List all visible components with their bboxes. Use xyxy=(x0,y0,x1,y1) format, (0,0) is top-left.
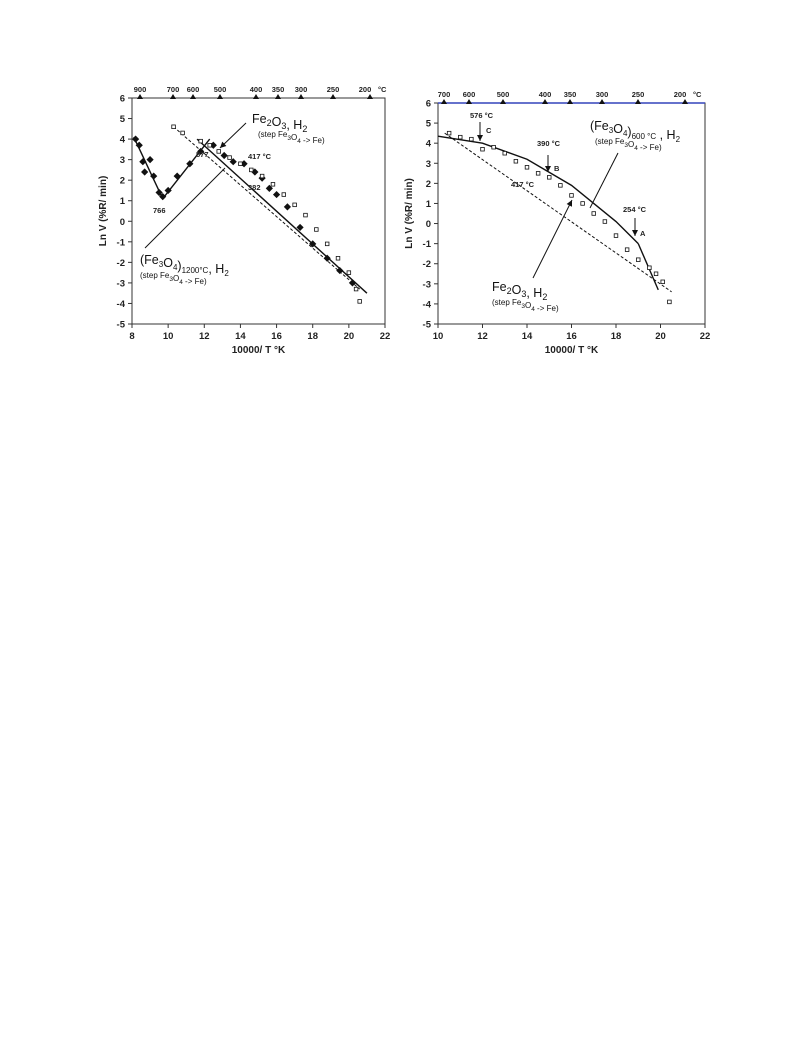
data-point-square xyxy=(614,234,618,238)
data-point-diamond xyxy=(139,158,146,165)
y-tick-label: 0 xyxy=(119,216,125,228)
top-axis-label: 700 xyxy=(166,85,180,94)
x-tick-label: 10 xyxy=(162,331,174,342)
top-axis-label: 400 xyxy=(249,85,263,94)
data-point-square xyxy=(315,228,319,232)
data-point-square xyxy=(559,184,563,188)
data-point-square xyxy=(525,165,529,169)
label-417: 417 °C xyxy=(248,152,272,161)
label-766: 766 xyxy=(153,206,166,215)
x-tick-label: 16 xyxy=(566,331,577,342)
fit-line-solid xyxy=(438,136,638,243)
data-point-square xyxy=(654,272,658,276)
data-point-square xyxy=(648,266,652,270)
top-axis-marker xyxy=(441,99,447,104)
top-axis-label: 250 xyxy=(326,85,340,94)
y-tick-label: -1 xyxy=(116,237,125,249)
data-point-square xyxy=(536,172,540,176)
data-point-square xyxy=(581,202,585,206)
y-tick-label: 3 xyxy=(425,158,431,170)
top-axis-marker xyxy=(635,99,641,104)
top-axis-label: 500 xyxy=(213,85,227,94)
top-axis-label: 700 xyxy=(437,90,451,99)
label-417: 417 °C xyxy=(511,180,535,189)
top-axis-marker xyxy=(367,94,373,99)
fe3o4-1200-label: $(Fe_3O_4)_{1200^\circ C}$, $H_2$ xyxy=(140,253,229,278)
top-axis-marker xyxy=(599,99,605,104)
data-point-square xyxy=(293,203,297,207)
label-254: 254 °C xyxy=(623,205,647,214)
x-tick-label: 8 xyxy=(129,331,135,342)
top-axis-label: 350 xyxy=(271,85,285,94)
fe2o3-label: $Fe_2O_3$, $H_2$ xyxy=(492,280,548,302)
y-tick-label: -1 xyxy=(422,239,431,251)
y-tick-label: 4 xyxy=(119,134,125,146)
data-point-square xyxy=(304,213,308,217)
top-axis-unit: °C xyxy=(378,85,387,94)
y-tick-label: -3 xyxy=(116,278,125,290)
y-tick-label: -5 xyxy=(422,319,431,331)
data-point-square xyxy=(447,131,451,135)
top-axis-unit: °C xyxy=(693,90,702,99)
top-axis-label: 300 xyxy=(294,85,308,94)
top-axis-marker xyxy=(137,94,143,99)
x-axis-title: 10000/ T °K xyxy=(544,345,599,356)
y-tick-label: -4 xyxy=(116,298,125,310)
data-point-square xyxy=(603,220,607,224)
top-axis-label: 250 xyxy=(631,90,645,99)
data-point-square xyxy=(661,280,665,284)
y-tick-label: 4 xyxy=(425,138,431,150)
data-point-square xyxy=(458,135,462,139)
top-axis-label: 200 xyxy=(358,85,372,94)
data-point-diamond xyxy=(336,267,343,274)
top-axis-marker xyxy=(500,99,506,104)
x-tick-label: 18 xyxy=(610,331,622,342)
label-B: B xyxy=(554,164,560,173)
left-chart xyxy=(98,85,390,356)
top-axis-label: 900 xyxy=(133,85,147,94)
top-axis-marker xyxy=(298,94,304,99)
y-tick-label: -3 xyxy=(422,279,431,291)
data-point-square xyxy=(347,271,351,275)
top-axis-marker xyxy=(170,94,176,99)
x-tick-label: 18 xyxy=(307,331,319,342)
x-tick-label: 10 xyxy=(432,331,444,342)
y-tick-label: 1 xyxy=(119,196,125,208)
data-point-diamond xyxy=(273,191,280,198)
data-point-square xyxy=(217,150,221,154)
label-A: A xyxy=(640,229,646,238)
data-point-square xyxy=(271,182,275,186)
data-point-square xyxy=(208,143,212,147)
x-tick-label: 20 xyxy=(655,331,666,342)
data-point-square xyxy=(636,258,640,262)
y-tick-label: 5 xyxy=(119,114,125,126)
y-tick-label: 5 xyxy=(425,118,431,130)
data-point-square xyxy=(668,300,672,304)
top-axis-label: 500 xyxy=(496,90,510,99)
data-point-square xyxy=(239,162,243,166)
data-point-square xyxy=(260,174,264,178)
y-axis-title: Ln V (%R/ min) xyxy=(404,178,415,249)
data-point-square xyxy=(481,147,485,151)
data-point-square xyxy=(514,159,518,163)
arrow-fe3o4 xyxy=(590,153,618,208)
step-label-bottom: (step $Fe_3O_4 -> Fe$) xyxy=(492,298,559,313)
label-382: 382 xyxy=(248,183,261,192)
top-axis-marker xyxy=(275,94,281,99)
top-axis-label: 600 xyxy=(462,90,476,99)
top-axis-marker xyxy=(253,94,259,99)
data-point-square xyxy=(503,151,507,155)
fe3o4-600-label: $(Fe_3O_4)_{600 ^\circ C}$ , $H_2$ xyxy=(590,119,681,144)
y-tick-label: -5 xyxy=(116,319,125,331)
top-axis-label: 300 xyxy=(595,90,609,99)
data-point-square xyxy=(172,125,176,129)
x-tick-label: 16 xyxy=(271,331,282,342)
top-axis-label: 600 xyxy=(186,85,200,94)
data-point-square xyxy=(547,176,551,180)
y-tick-label: -4 xyxy=(422,299,431,311)
label-576: 576 °C xyxy=(470,111,494,120)
y-tick-label: 6 xyxy=(119,93,125,105)
y-axis-title: Ln V (%R/ min) xyxy=(98,175,109,247)
y-tick-label: 0 xyxy=(425,219,431,231)
x-tick-label: 22 xyxy=(699,331,711,342)
data-point-diamond xyxy=(284,203,291,210)
top-axis-marker xyxy=(567,99,573,104)
data-point-square xyxy=(249,168,253,172)
data-point-square xyxy=(470,137,474,141)
arrow-fe2o3 xyxy=(533,200,572,278)
label-390: 390 °C xyxy=(537,139,561,148)
top-axis-label: 400 xyxy=(538,90,552,99)
y-tick-label: 1 xyxy=(425,198,431,210)
fe2o3-label: $Fe_2O_3$, $H_2$ xyxy=(252,112,308,134)
step-label-top: (step $Fe_3O_4 -> Fe$) xyxy=(258,130,325,145)
label-C: C xyxy=(486,126,492,135)
x-tick-label: 22 xyxy=(379,331,391,342)
y-tick-label: 2 xyxy=(425,178,431,190)
top-axis-marker xyxy=(190,94,196,99)
x-tick-label: 20 xyxy=(343,331,355,342)
data-point-square xyxy=(625,248,629,252)
arrow-A-head xyxy=(632,230,638,236)
data-point-square xyxy=(492,145,496,149)
data-point-square xyxy=(181,131,185,135)
data-point-square xyxy=(592,212,596,216)
data-point-diamond xyxy=(174,172,181,179)
step-label-bottom: (step $Fe_3O_4 -> Fe$) xyxy=(140,271,207,286)
y-tick-label: 2 xyxy=(119,175,125,187)
data-point-diamond xyxy=(132,135,139,142)
top-axis-label: 350 xyxy=(563,90,577,99)
y-tick-label: -2 xyxy=(422,259,431,271)
top-axis-marker xyxy=(217,94,223,99)
label-577: 577 xyxy=(196,150,209,159)
data-point-square xyxy=(336,256,340,260)
step-label-top: (step $Fe_3O_4 -> Fe$) xyxy=(595,137,662,152)
data-point-square xyxy=(358,300,362,304)
top-axis-label: 200 xyxy=(673,90,687,99)
top-axis-marker xyxy=(682,99,688,104)
data-point-diamond xyxy=(146,156,153,163)
top-axis-marker xyxy=(330,94,336,99)
data-point-square xyxy=(199,139,203,143)
data-point-square xyxy=(354,287,358,291)
x-axis-title: 10000/ T °K xyxy=(231,345,286,356)
x-tick-label: 12 xyxy=(477,331,488,342)
x-tick-label: 12 xyxy=(198,331,210,342)
data-point-square xyxy=(282,193,286,197)
data-point-diamond xyxy=(141,168,148,175)
arrow-C-head xyxy=(477,135,483,141)
top-axis-marker xyxy=(542,99,548,104)
y-tick-label: -2 xyxy=(116,257,125,269)
y-tick-label: 6 xyxy=(425,98,431,110)
right-chart xyxy=(404,90,710,356)
x-tick-label: 14 xyxy=(521,331,533,342)
data-point-diamond xyxy=(221,152,228,159)
top-axis-marker xyxy=(466,99,472,104)
data-point-square xyxy=(325,242,329,246)
y-tick-label: 3 xyxy=(119,155,125,167)
data-point-square xyxy=(228,156,232,160)
data-point-square xyxy=(570,194,574,198)
x-tick-label: 14 xyxy=(235,331,246,342)
